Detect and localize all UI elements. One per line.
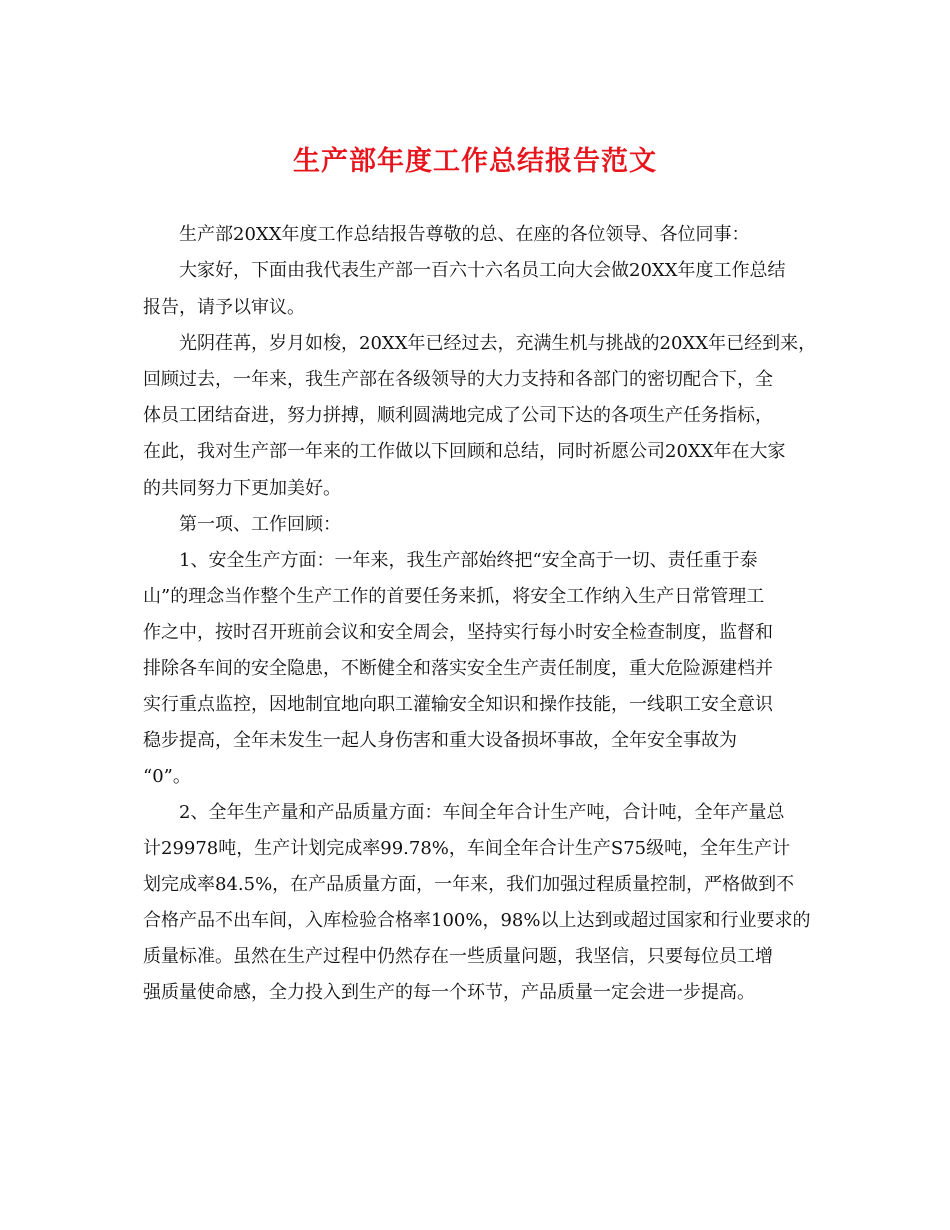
paragraph-line: 大家好，下面由我代表生产部一百六十六名员工向大会做20XX年度工作总结: [179, 260, 786, 281]
paragraph-line: 计29978吨，生产计划完成率99.78%，车间全年合计生产S75级吨，全年生产计: [143, 838, 791, 859]
paragraph-line: 光阴荏苒，岁月如梭，20XX年已经过去，充满生机与挑战的20XX年已经到来，: [179, 333, 817, 354]
paragraph-line: 实行重点监控，因地制宜地向职工灌输安全知识和操作技能，一线职工安全意识: [143, 694, 773, 715]
paragraph-line: 划完成率84.5%，在产品质量方面，一年来，我们加强过程质量控制，严格做到不: [143, 874, 795, 895]
paragraph-line: 生产部20XX年度工作总结报告尊敬的总、在座的各位领导、各位同事：: [179, 224, 750, 245]
paragraph-line: 强质量使命感，全力投入到生产的每一个环节，产品质量一定会进一步提高。: [143, 982, 755, 1003]
paragraph-line: 作之中，按时召开班前会议和安全周会，坚持实行每小时安全检查制度，监督和: [143, 622, 773, 643]
paragraph-line: 的共同努力下更加美好。: [143, 478, 341, 499]
paragraph-line: “0”。: [143, 766, 191, 787]
paragraph-line: 在此，我对生产部一年来的工作做以下回顾和总结，同时祈愿公司20XX年在大家: [143, 441, 786, 462]
paragraph-line: 稳步提高，全年未发生一起人身伤害和重大设备损坏事故，全年安全事故为: [143, 730, 737, 751]
paragraph-line: 回顾过去，一年来，我生产部在各级领导的大力支持和各部门的密切配合下，全: [143, 369, 773, 390]
paragraph-line: 合格产品不出车间，入库检验合格率100%，98%以上达到或超过国家和行业要求的: [143, 910, 811, 931]
paragraph-line: 报告，请予以审议。: [143, 297, 305, 318]
paragraph-line: 2、全年生产量和产品质量方面：车间全年合计生产吨，合计吨，全年产量总: [179, 802, 785, 823]
paragraph-line: 排除各车间的安全隐患，不断健全和落实安全生产责任制度，重大危险源建档并: [143, 658, 773, 679]
paragraph-line: 山”的理念当作整个生产工作的首要任务来抓，将安全工作纳入生产日常管理工: [143, 586, 765, 607]
paragraph-line: 体员工团结奋进，努力拼搏，顺利圆满地完成了公司下达的各项生产任务指标，: [143, 405, 773, 426]
paragraph-line: 质量标准。虽然在生产过程中仍然存在一些质量问题，我坚信，只要每位员工增: [143, 946, 773, 967]
document-title: 生产部年度工作总结报告范文: [293, 146, 657, 177]
section-heading: 第一项、工作回顾：: [179, 514, 341, 535]
paragraph-line: 1、安全生产方面：一年来，我生产部始终把“安全高于一切、责任重于泰: [179, 550, 758, 571]
